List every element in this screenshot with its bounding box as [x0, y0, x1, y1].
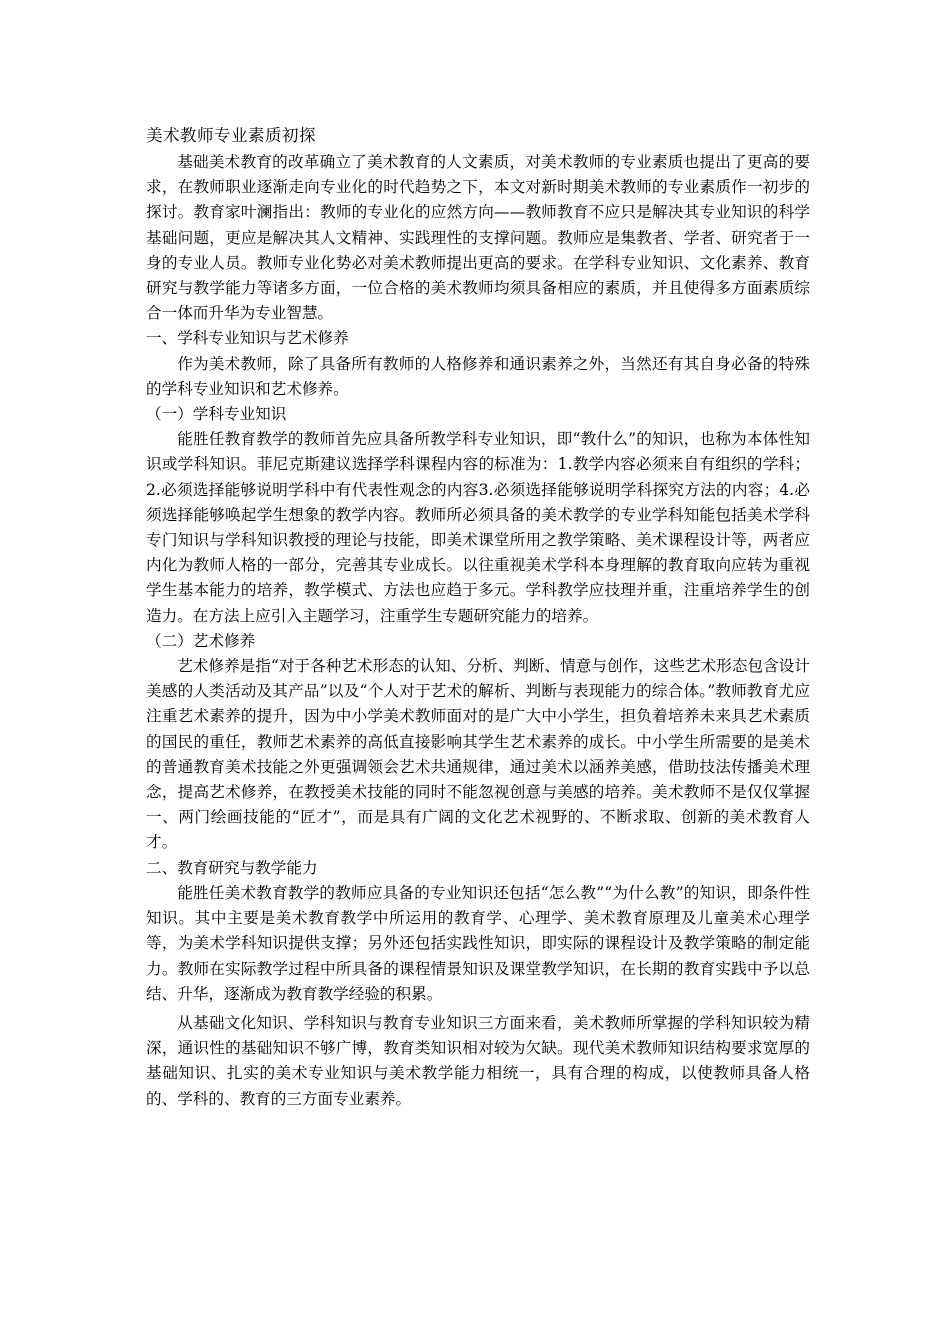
section-2-paragraph-1: 能胜任美术教育教学的教师应具备的专业知识还包括“怎么教”“为什么教”的知识，即条件性知识。其中主要是美术教育教学中所运用的教育学、心理学、美术教育原理及儿童美术心理学等，为美术学科知识提供支撑；另外还包括实践性知识，即实际的课程设计及教学策略的制定能力。教师在实际教学过程中所具备的课程情景知识及课堂教学知识，在长期的教育实践中予以总结、升华，逐渐成为教育教学经验的积累。 — [146, 883, 810, 1003]
section-2-paragraph-2: 从基础文化知识、学科知识与教育专业知识三方面来看，美术教师所掌握的学科知识较为精深，通识性的基础知识不够广博，教育类知识相对较为欠缺。现代美术教师知识结构要求宽厚的基础知识、扎实的美术专业知识与美术教学能力相统一，具有合理的构成，以使教师具备人格的、学科的、教育的三方面专业素养。 — [146, 1013, 810, 1108]
subsection-1-text: 能胜任教育教学的教师首先应具备所教学科专业知识，即“教什么”的知识，也称为本体性知识或学科知识。菲尼克斯建议选择学科课程内容的标准为：1.教学内容必须来自有组织的学科；2.必须选择能够说明学科中有代表性观念的内容3.必须选择能够说明学科探究方法的内容；4.必须选择能够唤起学生想象的教学内容。教师所必须具备的美术教学的专业学科知能包括美术学科专门知识与学科知识教授的理论与技能，即美术课堂所用之教学策略、美术课程设计等，两者应内化为教师人格的一部分，完善其专业成长。以往重视美术学科本身理解的教育取向应转为重视学生基本能力的培养，教学模式、方法也应趋于多元。学科教学应技理并重，注重培养学生的创造力。在方法上应引入主题学习，注重学生专题研究能力的培养。 — [146, 430, 810, 625]
document-title: 美术教师专业素质初探 — [146, 126, 316, 145]
subsection-2-heading: （二）艺术修养 — [146, 631, 256, 650]
intro-paragraph: 基础美术教育的改革确立了美术教育的人文素质，对美术教师的专业素质也提出了更高的要求，在教师职业逐渐走向专业化的时代趋势之下，本文对新时期美术教师的专业素质作一初步的探讨。教育家叶澜指出：教师的专业化的应然方向——教师教育不应只是解决其专业知识的科学基础问题，更应是解决其人文精神、实践理性的支撑问题。教师应是集教者、学者、研究者于一身的专业人员。教师专业化势必对美术教师提出更高的要求。在学科专业知识、文化素养、教育研究与教学能力等诸多方面，一位合格的美术教师均须具备相应的素质，并且使得多方面素质综合一体而升华为专业智慧。 — [146, 153, 810, 323]
subsection-1-heading: （一）学科专业知识 — [146, 405, 287, 424]
document-page — [146, 122, 810, 1112]
section-2-heading: 二、教育研究与教学能力 — [146, 858, 318, 877]
section-1-intro: 作为美术教师，除了具备所有教师的人格修养和通识素养之外，当然还有其自身必备的特殊的学科专业知识和艺术修养。 — [146, 354, 810, 398]
subsection-2-text: 艺术修养是指“对于各种艺术形态的认知、分析、判断、情意与创作，这些艺术形态包含设计美感的人类活动及其产品”以及“个人对于艺术的解析、判断与表现能力的综合体。”教师教育尤应注重艺术素养的提升，因为中小学美术教师面对的是广大中小学生，担负着培养未来具艺术素质的国民的重任，教师艺术素养的高低直接影响其学生艺术素养的成长。中小学生所需要的是美术的普通教育美术技能之外更强调领会艺术共通规律，通过美术以涵养美感，借助技法传播美术理念，提高艺术修养，在教授美术技能的同时不能忽视创意与美感的培养。美术教师不是仅仅掌握一、两门绘画技能的“匠才”，而是具有广阔的文化艺术视野的、不断求取、创新的美术教育人才。 — [146, 657, 810, 852]
section-1-heading: 一、学科专业知识与艺术修养 — [146, 329, 349, 348]
